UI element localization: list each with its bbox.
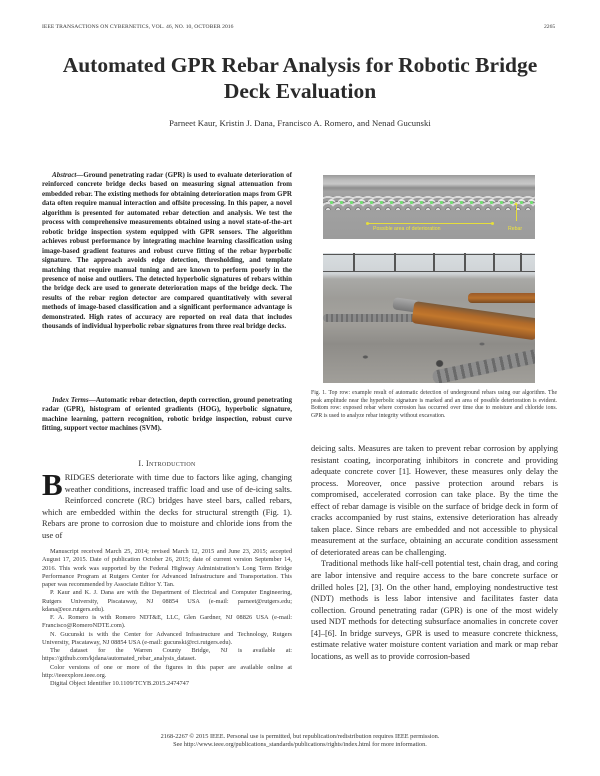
footnote-doi: Digital Object Identifier 10.1109/TCYB.2015.2474747 [50, 680, 189, 687]
introduction-paragraph: RIDGES deteriorate with time due to factors like aging, changing weather conditions, increased traffic load and use of de-icing salts. Reinforced concrete (RC) bridges have steel bars, called rebars, which are embedded within the decks for structural strength (Fig. 1). Rebars are prone to corrosion due to moisture and chloride ions from the use of [42, 473, 292, 540]
footnote-manuscript: Manuscript received March 25, 2014; revised March 12, 2015 and June 23, 2015; accepted August 17, 2015. Date of publication October 26, 2015; date of current version September 14, 2016. This work was supported by the Federal Highway Administration’s Long Term Bridge Performance Program at Rutgers Center for Advanced Infrastructure and Transportation. This paper was recommended by Associate Editor Y. Tan. [42, 548, 292, 588]
paper-title: Automated GPR Rebar Analysis for Robotic Bridge Deck Evaluation [62, 53, 538, 103]
deterioration-label: Possible area of deterioration [373, 226, 441, 232]
figure-caption: Fig. 1. Top row: example result of automatic detection of underground rebars using our algorithm. The peak amplitude near the hyperbolic signature is marked and an area of possible deterioration is evident. Bottom row: exposed rebar where corrosion has occurred over time due to moisture and chloride ions. GPR is used to analyze rebar integrity without excavation. [311, 390, 557, 419]
peak-marker [330, 201, 333, 204]
index-terms-lead: Index Terms [52, 396, 89, 404]
fence [323, 253, 535, 272]
footnote-color-versions: Color versions of one or more of the figures in this paper are available online at http://ieeexplore.ieee.org. [42, 663, 292, 679]
introduction-left-column [42, 467, 292, 541]
index-terms-text: —Automatic rebar detection, depth correction, ground penetrating radar (GPR), histogram of oriented gradients (HOG), hyperbolic signature, machine learning, pattern recognition, robotic bridge inspection, robust curve fitting, support vector machines (SVM). [42, 396, 292, 433]
running-head: IEEE TRANSACTIONS ON CYBERNETICS, VOL. 46, NO. 10, OCTOBER 2016 [42, 24, 234, 30]
page-number: 2265 [544, 24, 556, 30]
copyright-link-line: See http://www.ieee.org/publications_standards/publications/rights/index.html for more information. [173, 741, 427, 749]
drop-cap: B [42, 467, 63, 502]
rusted-rebar-back [468, 293, 535, 303]
abstract [42, 171, 292, 332]
section-number: I. [138, 459, 144, 468]
introduction-paragraph: deicing salts. Measures are taken to prevent rebar corrosion by applying resistant coating, incorporating inhibitors in concrete and providing adequate concrete cover [1]. However, these measures only delay the process. Moreover, once passive protection around rebars is compromised, accelerated corrosion can take place. By the time the effect of rebar damage is visible on the surface of bridge deck in form of cracks accompanied by rust stains, extensive deterioration has already taken place. Since rebars are embedded and not accessible to physical measurement at the surface, obtaining an accurate condition assessment of deteriorated areas can be challenging. [311, 444, 558, 557]
abstract-lead: Abstract [52, 171, 77, 179]
rusted-rebar-main [411, 301, 535, 340]
figure-rebar-photo [323, 253, 535, 383]
figure-gpr-scan [323, 175, 535, 239]
copyright-notice [42, 733, 558, 750]
index-terms [42, 396, 292, 434]
footnote-affiliation-kaur-dana: P. Kaur and K. J. Dana are with the Department of Electrical and Computer Engineering, Rutgers University, Piscataway, NJ 08854 USA (e-mail: parneet@rutgers.edu; kdana@ece.rutgers.edu). [42, 589, 292, 613]
introduction-paragraph: Traditional methods like half-cell potential test, chain drag, and coring are labor intensive and require access to the bare concrete surface or drilled holes [2], [3]. On the other hand, employing nondestructive test (NDT) methods is less labor intensive and facilitates faster data collection. Ground penetrating radar (GPR) is one of the most widely used NDT methods for detecting subsurface anomalies in concrete cover [4]–[6]. In bridge surveys, GPR is used to measure concrete thickness, estimate relative water moisture content variation and mark or map rebar locations, as well as to provide corrosion-based [311, 559, 558, 661]
author-list: Parneet Kaur, Kristin J. Dana, Francisco A. Romero, and Nenad Gucunski [169, 118, 431, 128]
section-title: Introduction [146, 459, 196, 468]
footnote-affiliation-gucunski: N. Gucunski is with the Center for Advanced Infrastructure and Technology, Rutgers University, Piscataway, NJ 08854 USA (e-mail: gucunski@rci.rutgers.edu). [42, 630, 292, 646]
footnote-dataset: The dataset for the Warren County Bridge, NJ is available at: https://github.com/kjdana/automated_rebar_analysis_dataset. [42, 647, 292, 663]
rebar-label: Rebar [508, 226, 523, 232]
gray-rebar-front [432, 348, 535, 383]
introduction-right-column [311, 443, 558, 662]
deterioration-range-line [367, 223, 493, 224]
footnotes [42, 548, 292, 688]
footnote-affiliation-romero: F. A. Romero is with Romero NDT&E, LLC, Glen Gardner, NJ 08826 USA (e-mail: Francisco@RomeroNDTE.com). [42, 614, 292, 630]
abstract-text: —Ground penetrating radar (GPR) is used to evaluate deterioration of reinforced concrete bridge decks based on measuring signal attenuation from embedded rebar. The existing methods for obtaining deterioration maps from GPR data often require manual interaction and offsite processing. In this paper, a novel algorithm is presented for automated rebar detection and analysis. We test the process with comprehensive measurements obtained using a novel state-of-the-art robotic bridge inspection system equipped with GPR sensors. The algorithm achieves robust performance by integrating machine learning classification using image-based gradient features and robust curve fitting of the rebar hyperbolic signature. The approach avoids edge detection, thresholding, and template matching that require manual tuning and are known to perform poorly in the presence of noise and outliers. The detected hyperbolic signatures of rebars within the bridge deck are used to generate deterioration maps of the bridge deck. The results of the rebar region detector are compared quantitatively with several methods of image-based classification and a significant performance advantage is demonstrated. High rates of accuracy are reported on real data that includes thousands of individual hyperbolic rebar signatures from three real bridge decks. [42, 171, 292, 331]
section-heading-introduction [42, 459, 292, 468]
copyright-line: 2168-2267 © 2015 IEEE. Personal use is permitted, but republication/redistribution requires IEEE permission. [160, 733, 440, 740]
rebar-arrow-icon [516, 204, 517, 221]
